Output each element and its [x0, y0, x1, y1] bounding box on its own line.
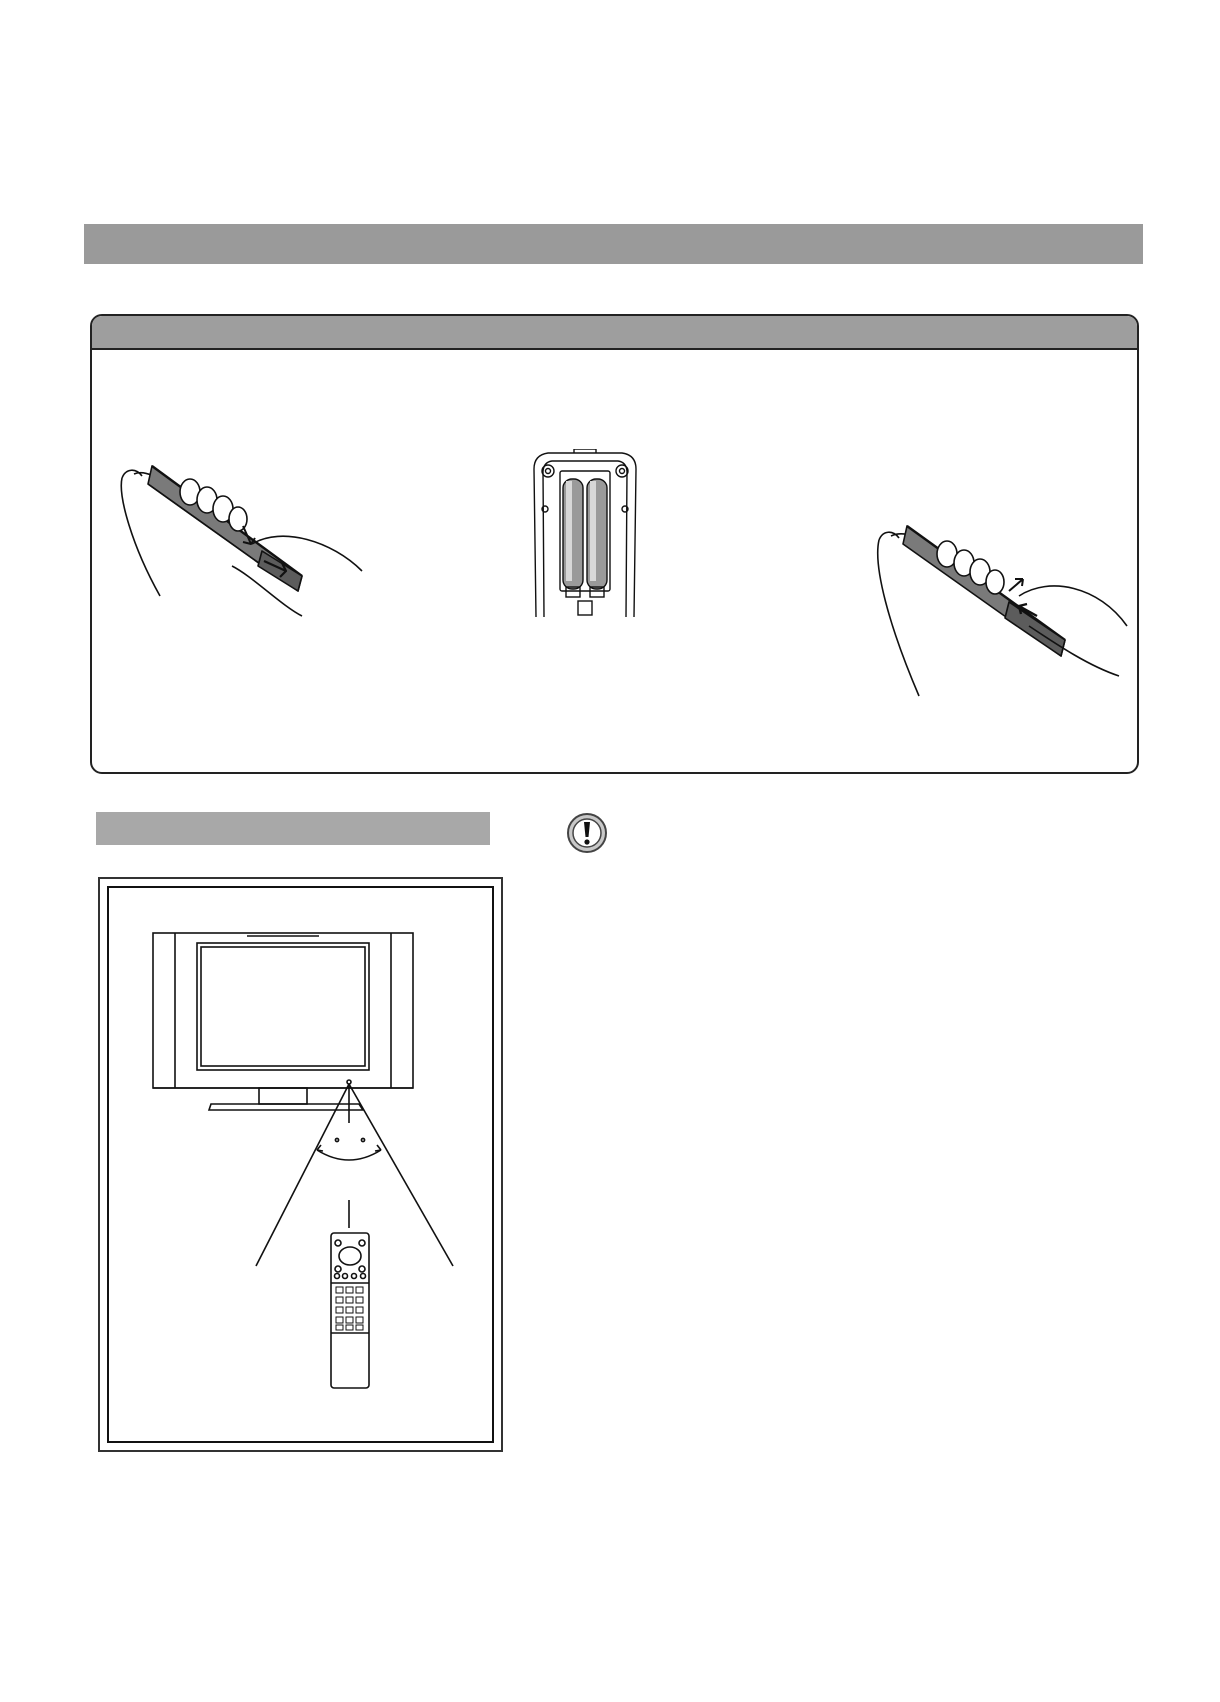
- close-cover-illustration: [869, 516, 1129, 716]
- open-cover-illustration: [112, 456, 372, 636]
- range-section-bar: [96, 812, 490, 845]
- caution-icon: [566, 812, 608, 854]
- range-diagram-inner-border: [107, 886, 494, 1443]
- battery-installation-panel: [90, 314, 1139, 774]
- battery-compartment-illustration: [530, 449, 640, 617]
- battery-panel-header: [92, 316, 1137, 350]
- section-header-bar: [84, 224, 1143, 264]
- remote-range-diagram: [109, 888, 496, 1445]
- range-diagram-frame: [98, 877, 503, 1452]
